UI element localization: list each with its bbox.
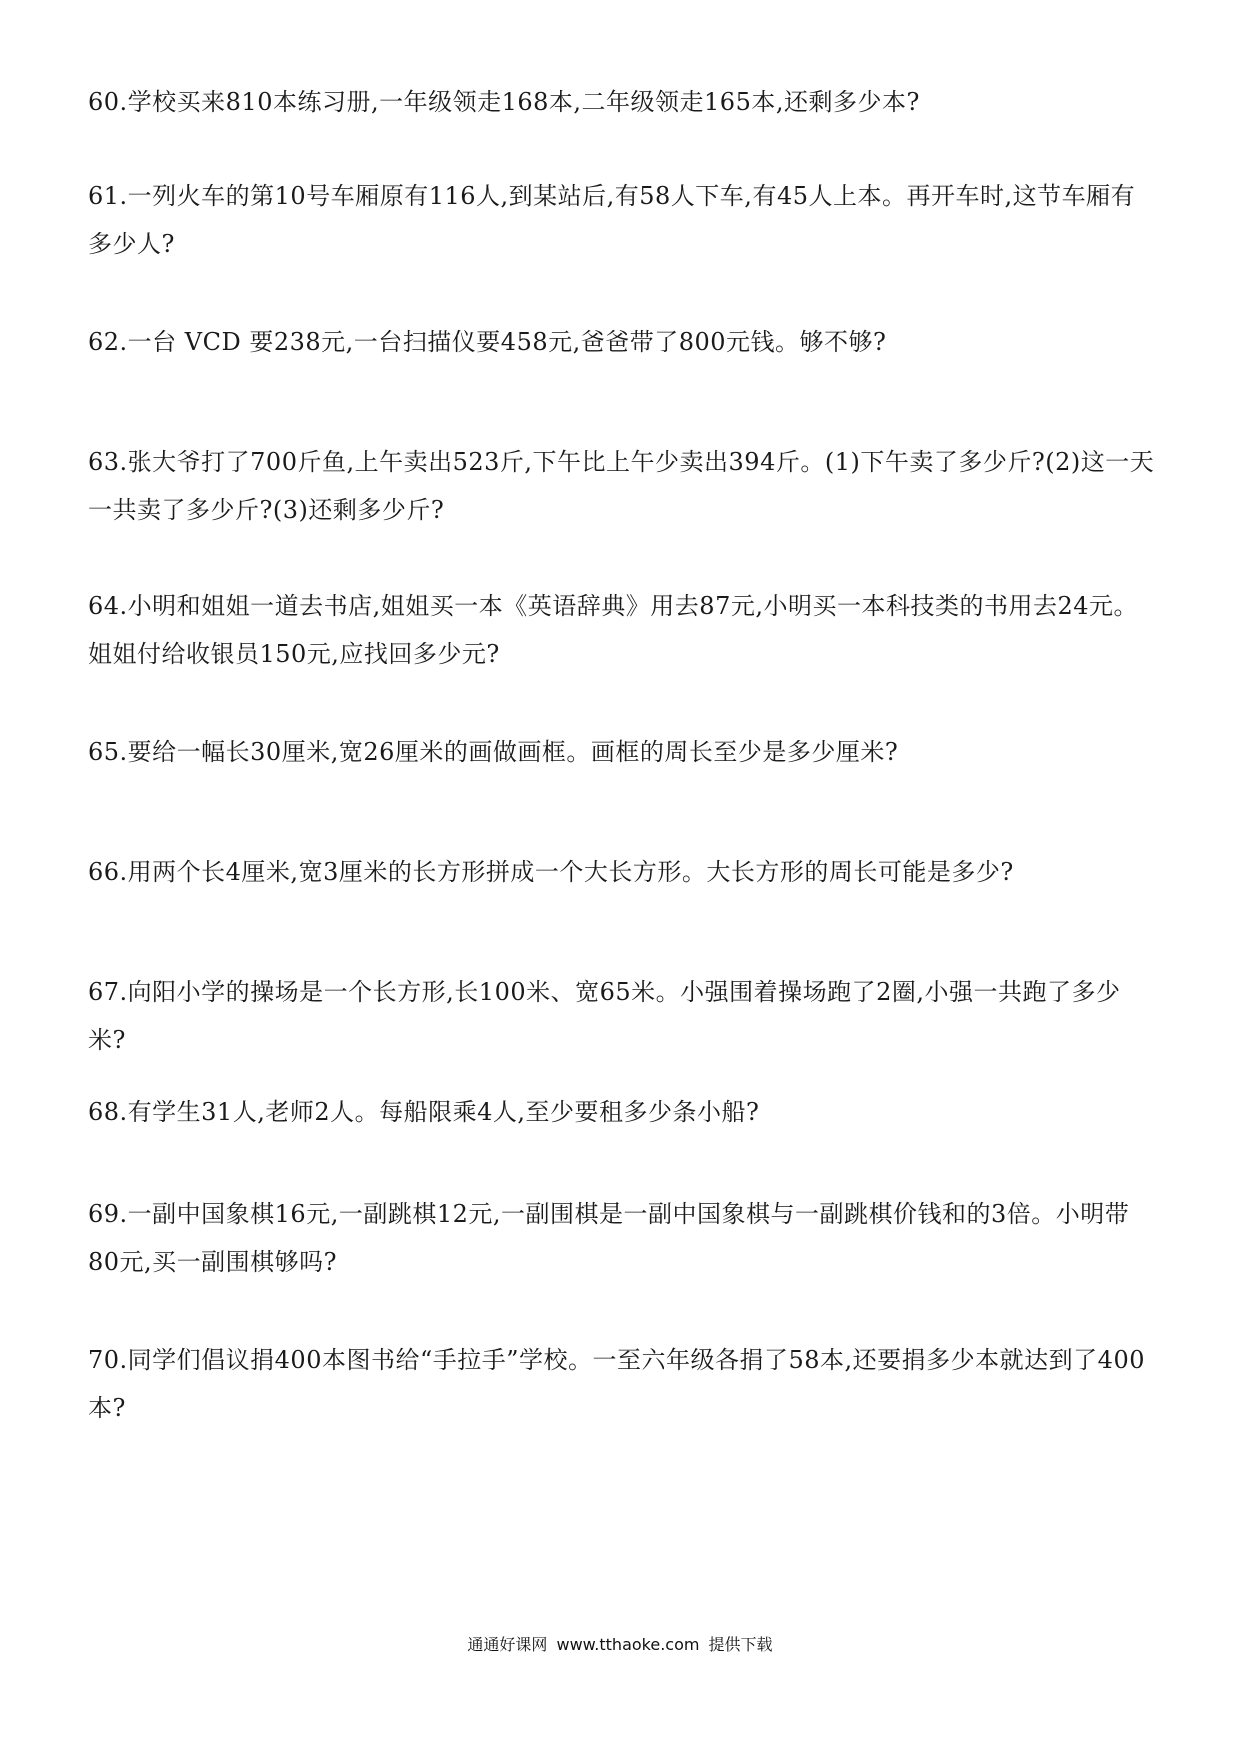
problem-60: 60.学校买来810本练习册,一年级领走168本,二年级领走165本,还剩多少本? (88, 88, 920, 116)
footer-download-note: 通通好课网 www.tthaoke.com 提供下载 (467, 1635, 773, 1654)
problem-68: 68.有学生31人,老师2人。每船限乘4人,至少要租多少条小船? (88, 1098, 760, 1126)
problem-67: 67.向阳小学的操场是一个长方形,长100米、宽65米。小强围着操场跑了2圈,小强一共跑了多少米? (88, 978, 1121, 1054)
problem-63: 63.张大爷打了700斤鱼,上午卖出523斤,下午比上午少卖出394斤。(1)下午卖了多少斤?(2)这一天一共卖了多少斤?(3)还剩多少斤? (88, 448, 1155, 524)
problem-65: 65.要给一幅长30厘米,宽26厘米的画做画框。画框的周长至少是多少厘米? (88, 738, 899, 766)
problem-61: 61.一列火车的第10号车厢原有116人,到某站后,有58人下车,有45人上本。再开车时,这节车厢有多少人? (88, 182, 1136, 258)
problem-70: 70.同学们倡议捐400本图书给“手拉手”学校。一至六年级各捐了58本,还要捐多少本就达到了400本? (88, 1346, 1145, 1422)
problem-66: 66.用两个长4厘米,宽3厘米的长方形拼成一个大长方形。大长方形的周长可能是多少? (88, 858, 1014, 886)
problem-64: 64.小明和姐姐一道去书店,姐姐买一本《英语辞典》用去87元,小明买一本科技类的书用去24元。姐姐付给收银员150元,应找回多少元? (88, 592, 1139, 668)
problem-69: 69.一副中国象棋16元,一副跳棋12元,一副围棋是一副中国象棋与一副跳棋价钱和的3倍。小明带80元,买一副围棋够吗? (88, 1200, 1130, 1276)
problem-62: 62.一台 VCD 要238元,一台扫描仪要458元,爸爸带了800元钱。够不够? (88, 328, 887, 356)
